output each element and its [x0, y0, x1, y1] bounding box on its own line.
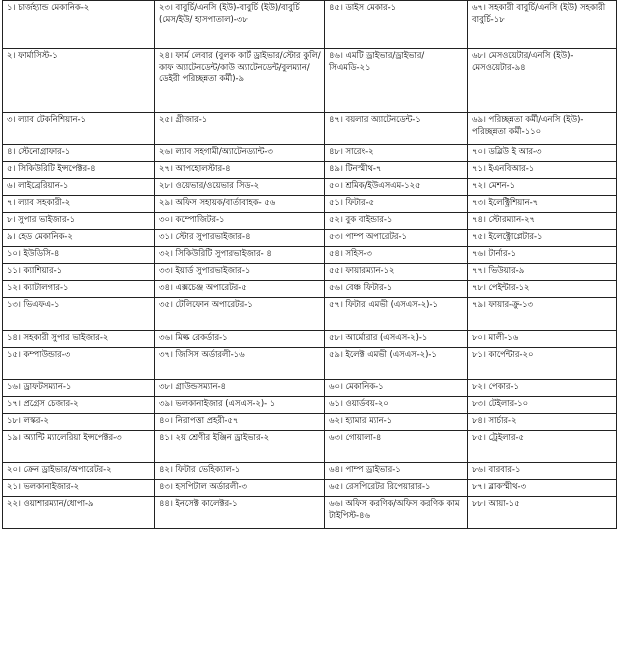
- table-cell: ৬৫। রেসপিরেটর রিপেয়ারার-১: [325, 480, 468, 497]
- table-row: [3, 331, 617, 348]
- table-cell: ৪৪। ইনসেক্ট কালেক্টর-১: [155, 497, 325, 529]
- table-cell: ৭৮। পেইন্টার-১২: [468, 281, 617, 298]
- table-cell: ১১। ক্যাশিয়ার-১: [3, 264, 155, 281]
- table-cell: ২৩। বাবুর্চি/এনসি (ইউ)-বাবুর্চি (ইউ)/বাবুর্চি (মেস/ইউ/ হাসপাতাল)-৩৮: [155, 1, 325, 49]
- table-cell: ৮৫। ট্রেইলার-৫: [468, 431, 617, 463]
- table-cell: ৮৭। ব্লাকস্মীথ-৩: [468, 480, 617, 497]
- table-cell: ৬৪। পাম্প ড্রাইভার-১: [325, 463, 468, 480]
- table-cell: ৮৮। আয়া-১৫: [468, 497, 617, 529]
- table-cell: ৩৯। ভলকানাইজার (এসএস-২)- ১: [155, 397, 325, 414]
- table-cell: ১৫। কম্পাউন্ডার-৩: [3, 348, 155, 380]
- table-cell: ৩৬। মিল্ক রেকর্ডার-১: [155, 331, 325, 348]
- table-cell: ৬৬। অফিস করণিক/অফিস করণিক কাম টাইপিস্ট-৪৬: [325, 497, 468, 529]
- posts-table-body: [3, 1, 617, 529]
- table-cell: ৫৩। পাম্প অপারেটর-১: [325, 230, 468, 247]
- table-cell: ৩৪। এক্সচেঞ্জ অপারেটর-৫: [155, 281, 325, 298]
- table-row: [3, 179, 617, 196]
- table-cell: ৫। সিকিউরিটি ইন্সপেক্টর-৪: [3, 162, 155, 179]
- table-cell: ৭৩। ইলেক্ট্রিশিয়ান-৭: [468, 196, 617, 213]
- table-cell: ২৫। গ্রীজার-১: [155, 113, 325, 145]
- table-row: [3, 196, 617, 213]
- table-cell: ২। ফার্মাসিস্ট-১: [3, 49, 155, 113]
- table-cell: ৫১। ফিটার-৫: [325, 196, 468, 213]
- table-cell: ৩৩। ইয়ার্ড সুপারভাইজার-১: [155, 264, 325, 281]
- table-cell: ৫৬। বেঞ্চ ফিটার-১: [325, 281, 468, 298]
- table-cell: ২৯। অফিস সহায়ক/বার্তাবাহক- ৫৬: [155, 196, 325, 213]
- table-row: [3, 145, 617, 162]
- table-cell: ১৩। ভিএফএ-১: [3, 298, 155, 331]
- table-cell: ৫৭। ফিটার এমভী (এসএস-২)-১: [325, 298, 468, 331]
- table-cell: ১। চার্জহ্যান্ড মেকানিক-২: [3, 1, 155, 49]
- table-row: [3, 162, 617, 179]
- table-cell: ৮৪। সার্চার-২: [468, 414, 617, 431]
- table-cell: ১৬। ড্রাফটসম্যান-১: [3, 380, 155, 397]
- table-cell: ৫৯। ইলেক্ট এমভী (এসএস-২)-১: [325, 348, 468, 380]
- table-row: [3, 247, 617, 264]
- table-cell: ৬৮। মেসওয়েটার/এনসি (ইউ)-মেসওয়েটার-৯৪: [468, 49, 617, 113]
- table-row: [3, 264, 617, 281]
- table-row: [3, 49, 617, 113]
- table-cell: ৬২। হ্যামার ম্যান-১: [325, 414, 468, 431]
- table-cell: ৩১। স্টোর সুপারভাইজার-৪: [155, 230, 325, 247]
- table-cell: ৬৭। সহকারী বাবুর্চি/এনসি (ইউ) সহকারী বাবুর্চি-১৮: [468, 1, 617, 49]
- table-cell: ৩৭। জিসিস অর্ডারলী-১৬: [155, 348, 325, 380]
- table-cell: ৮৩। টেইলার-১০: [468, 397, 617, 414]
- table-cell: ৪০। নিরাপত্তা প্রহরী-৫৭: [155, 414, 325, 431]
- table-cell: ১২। ক্যাটালগার-১: [3, 281, 155, 298]
- table-cell: ৪২। ফিটার ভেহিক্যাল-১: [155, 463, 325, 480]
- table-row: [3, 414, 617, 431]
- table-cell: ৩৫। টেলিফোন অপারেটর-১: [155, 298, 325, 331]
- table-row: [3, 480, 617, 497]
- table-row: [3, 281, 617, 298]
- table-cell: ৫৫। ফায়ারম্যান-১২: [325, 264, 468, 281]
- table-cell: ৫০। শ্রমিক/ইউএসএম-১২৫: [325, 179, 468, 196]
- table-cell: ৯। হেড মেকানিক-২: [3, 230, 155, 247]
- table-cell: ২২। ওয়াশারম্যান/ধোপা-৯: [3, 497, 155, 529]
- table-row: [3, 380, 617, 397]
- table-cell: ৫২। বুক বাইন্ডার-১: [325, 213, 468, 230]
- table-cell: ৬০। মেকানিক-১: [325, 380, 468, 397]
- table-cell: ৩৮। গ্রাউন্ডসম্যান-৪: [155, 380, 325, 397]
- table-cell: ৫৮। আর্মোরার (এসএস-২)-১: [325, 331, 468, 348]
- table-row: [3, 397, 617, 414]
- table-cell: ৪৯। টিনস্মীথ-৭: [325, 162, 468, 179]
- table-cell: ২৮। ওয়েভার/ওয়েভার সিড-২: [155, 179, 325, 196]
- table-cell: ৭৬। টার্নার-১: [468, 247, 617, 264]
- table-cell: ৬৩। গোয়ালা-৪: [325, 431, 468, 463]
- table-cell: ৬। লাইব্রেরিয়ান-১: [3, 179, 155, 196]
- table-cell: ৭২। মেশন-১: [468, 179, 617, 196]
- table-row: [3, 431, 617, 463]
- table-cell: ২৪। ফার্ম লেবার (বুলক কার্ট ড্রাইভার/স্টোর কুলি/কাফ অ্যাটেনডেন্ট/কাউ অ্যাটেনডেন্ট/বুলম্যান/ডেইরী পরিচ্ছন্নতা কর্মী)-৯: [155, 49, 325, 113]
- table-cell: ৬১। ওয়ার্ডবয়-২০: [325, 397, 468, 414]
- table-cell: ৬৯। পরিচ্ছন্নতা কর্মী/এনসি (ইউ)-পরিচ্ছন্নতা কর্মী-১১০: [468, 113, 617, 145]
- table-cell: ৪৩। হসপিটাল অর্ডারলী-৩: [155, 480, 325, 497]
- table-cell: ৪৮। সারেং-২: [325, 145, 468, 162]
- table-cell: ৭। ল্যাব সহকারী-২: [3, 196, 155, 213]
- table-cell: ৮৬। বারবার-১: [468, 463, 617, 480]
- table-cell: ২৬। ল্যাব সহগামী/অ্যাটেনড্যান্ট-৩: [155, 145, 325, 162]
- table-cell: ৭৭। ভিউয়ার-৯: [468, 264, 617, 281]
- table-cell: ৩। ল্যাব টেকনিশিয়ান-১: [3, 113, 155, 145]
- table-cell: ২০। ক্রেন ড্রাইভার/অপারেটর-২: [3, 463, 155, 480]
- table-cell: ২১। ভলকানাইজার-২: [3, 480, 155, 497]
- table-cell: ১৪। সহকারী সুপার ভাইজার-২: [3, 331, 155, 348]
- table-cell: ৮০। মালী-১৬: [468, 331, 617, 348]
- table-row: [3, 1, 617, 49]
- table-cell: ৫৪। সহিস-৩: [325, 247, 468, 264]
- table-cell: ৩২। সিকিউরিটি সুপারভাইজার- ৪: [155, 247, 325, 264]
- table-row: [3, 113, 617, 145]
- table-cell: ৭১। ইএনবিআর-১: [468, 162, 617, 179]
- table-cell: ৭৫। ইলেক্ট্রোপ্লেটার-১: [468, 230, 617, 247]
- table-cell: ৪৭। বয়লার অ্যাটেনডেন্ট-১: [325, 113, 468, 145]
- table-cell: ৭৪। স্টোরম্যান-২৭: [468, 213, 617, 230]
- table-cell: ৮১। কার্পেন্টার-২০: [468, 348, 617, 380]
- table-row: [3, 230, 617, 247]
- table-cell: ৪৫। ডাইস মেকার-১: [325, 1, 468, 49]
- table-cell: ১৯। অ্যান্টি ম্যালেরিয়া ইন্সপেক্টর-৩: [3, 431, 155, 463]
- table-cell: ৩০। কম্পোজিটর-১: [155, 213, 325, 230]
- table-cell: ২৭। আপহোলস্টার-৪: [155, 162, 325, 179]
- table-cell: ৪১। ২য় শ্রেণীর ইঞ্জিন ড্রাইভার-২: [155, 431, 325, 463]
- table-cell: ১৭। প্রগ্রেস চেজার-২: [3, 397, 155, 414]
- table-row: [3, 298, 617, 331]
- table-row: [3, 497, 617, 529]
- posts-table: [2, 0, 617, 529]
- table-cell: ৭০। ডব্লিউ ই আর-৩: [468, 145, 617, 162]
- table-cell: ৮। সুপার ভাইজার-১: [3, 213, 155, 230]
- table-cell: ১৮। লস্কর-২: [3, 414, 155, 431]
- table-cell: ৭৯। ফায়ার-ক্রু-১৩: [468, 298, 617, 331]
- table-cell: ৪। স্টেনোগ্রাফার-১: [3, 145, 155, 162]
- table-row: [3, 348, 617, 380]
- table-cell: ৪৬। এমটি ড্রাইভার/ড্রাইভার/সিএমডি-২১: [325, 49, 468, 113]
- table-cell: ৮২। পেকার-১: [468, 380, 617, 397]
- table-row: [3, 213, 617, 230]
- table-cell: ১০। ইউডিসি-৪: [3, 247, 155, 264]
- table-row: [3, 463, 617, 480]
